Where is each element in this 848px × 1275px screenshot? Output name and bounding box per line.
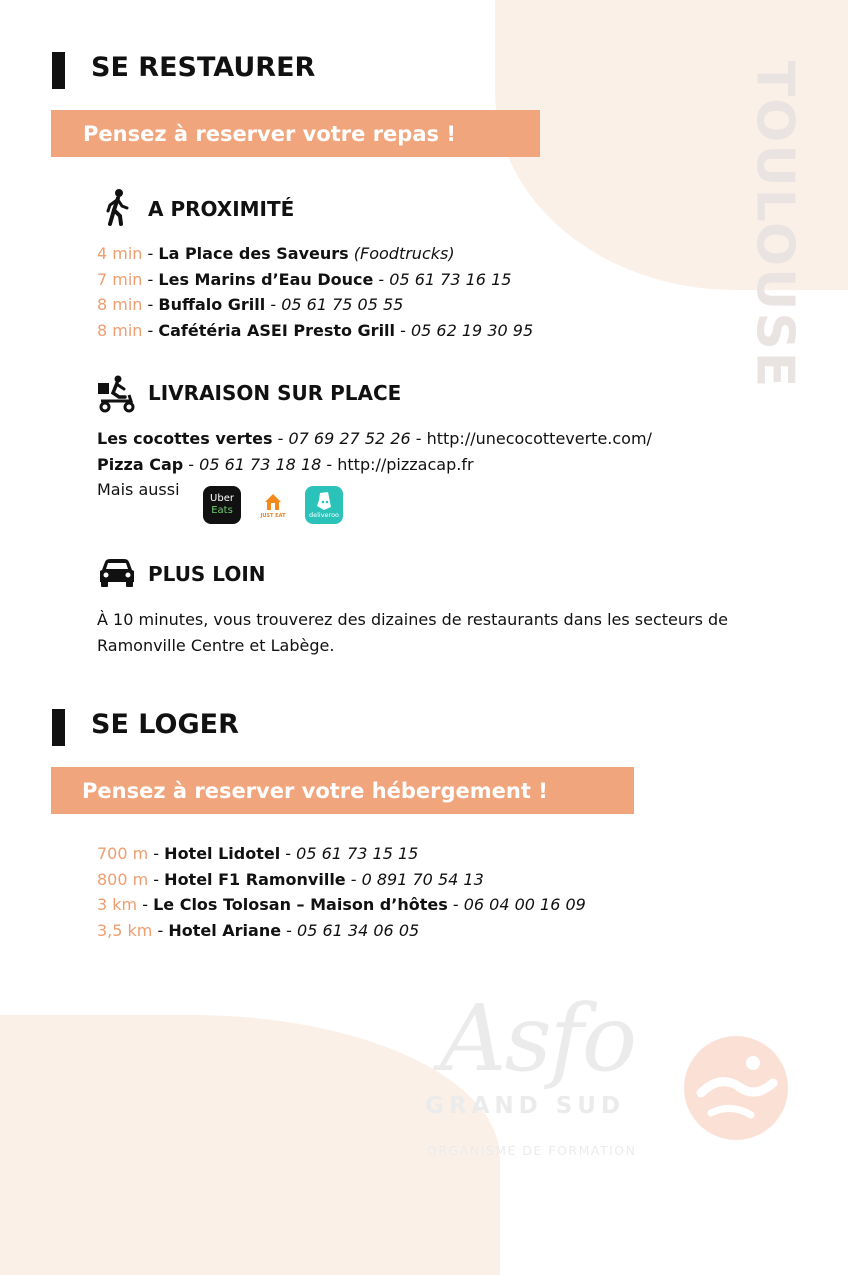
house-icon <box>263 492 283 512</box>
list-item: 700 m - Hotel Lidotel - 05 61 73 15 15 <box>97 844 419 863</box>
list-item: 4 min - La Place des Saveurs (Foodtrucks) <box>97 244 455 263</box>
delivery-scooter-icon <box>97 375 137 413</box>
section-marker <box>52 709 65 746</box>
hotel-list <box>97 841 586 943</box>
deliveroo-logo: deliveroo <box>305 486 343 524</box>
plus-loin-text: À 10 minutes, vous trouverez des dizaines de restaurants dans les secteurs de Ramonville Centre et Labège. <box>97 610 729 655</box>
logo-emblem-icon <box>681 1033 791 1143</box>
list-item: 7 min - Les Marins d’Eau Douce - 05 61 73 16 15 <box>97 269 512 289</box>
just-eat-logo: JUST EAT <box>255 486 291 524</box>
kangaroo-icon <box>314 491 334 511</box>
walking-person-icon <box>104 188 130 226</box>
website-link[interactable]: http://unecocotteverte.com/ <box>426 429 652 448</box>
list-item: 3 km - Le Clos Tolosan – Maison d’hôtes - 06 04 00 16 09 <box>97 895 586 914</box>
banner-restaurer: Pensez à reserver votre repas ! <box>51 110 540 157</box>
uber-eats-logo: Uber Eats <box>203 486 241 524</box>
livraison-list <box>97 426 652 503</box>
also-label: Mais aussi <box>97 480 180 499</box>
list-item: Pizza Cap - 05 61 73 18 18 - http://pizzacap.fr <box>97 454 474 474</box>
car-icon <box>98 558 136 588</box>
website-link[interactable]: http://pizzacap.fr <box>337 454 474 474</box>
list-item: 800 m - Hotel F1 Ramonville - 0 891 70 54 13 <box>97 869 484 889</box>
asfo-logo: Asfo GRAND SUD ORGANISME DE FORMATION <box>425 985 795 1165</box>
section-marker <box>52 52 65 89</box>
section-title-loger: SE LOGER <box>91 709 239 740</box>
list-item: 8 min - Cafétéria ASEI Presto Grill - 05 62 19 30 95 <box>97 320 534 340</box>
subsection-title-proximite: A PROXIMITÉ <box>148 197 295 221</box>
banner-loger: Pensez à reserver votre hébergement ! <box>51 767 634 814</box>
list-item: 8 min - Buffalo Grill - 05 61 75 05 55 <box>97 295 404 314</box>
subsection-title-plus-loin: PLUS LOIN <box>148 562 266 586</box>
subsection-title-livraison: LIVRAISON SUR PLACE <box>148 381 402 405</box>
section-title-restaurer: SE RESTAURER <box>91 52 316 83</box>
proximite-list <box>97 241 533 343</box>
list-item: 3,5 km - Hotel Ariane - 05 61 34 06 05 <box>97 920 420 940</box>
vertical-city-label: TOULOUSE <box>744 60 804 390</box>
delivery-apps <box>203 486 343 524</box>
list-item: Les cocottes vertes - 07 69 27 52 26 - http://unecocotteverte.com/ <box>97 429 652 448</box>
